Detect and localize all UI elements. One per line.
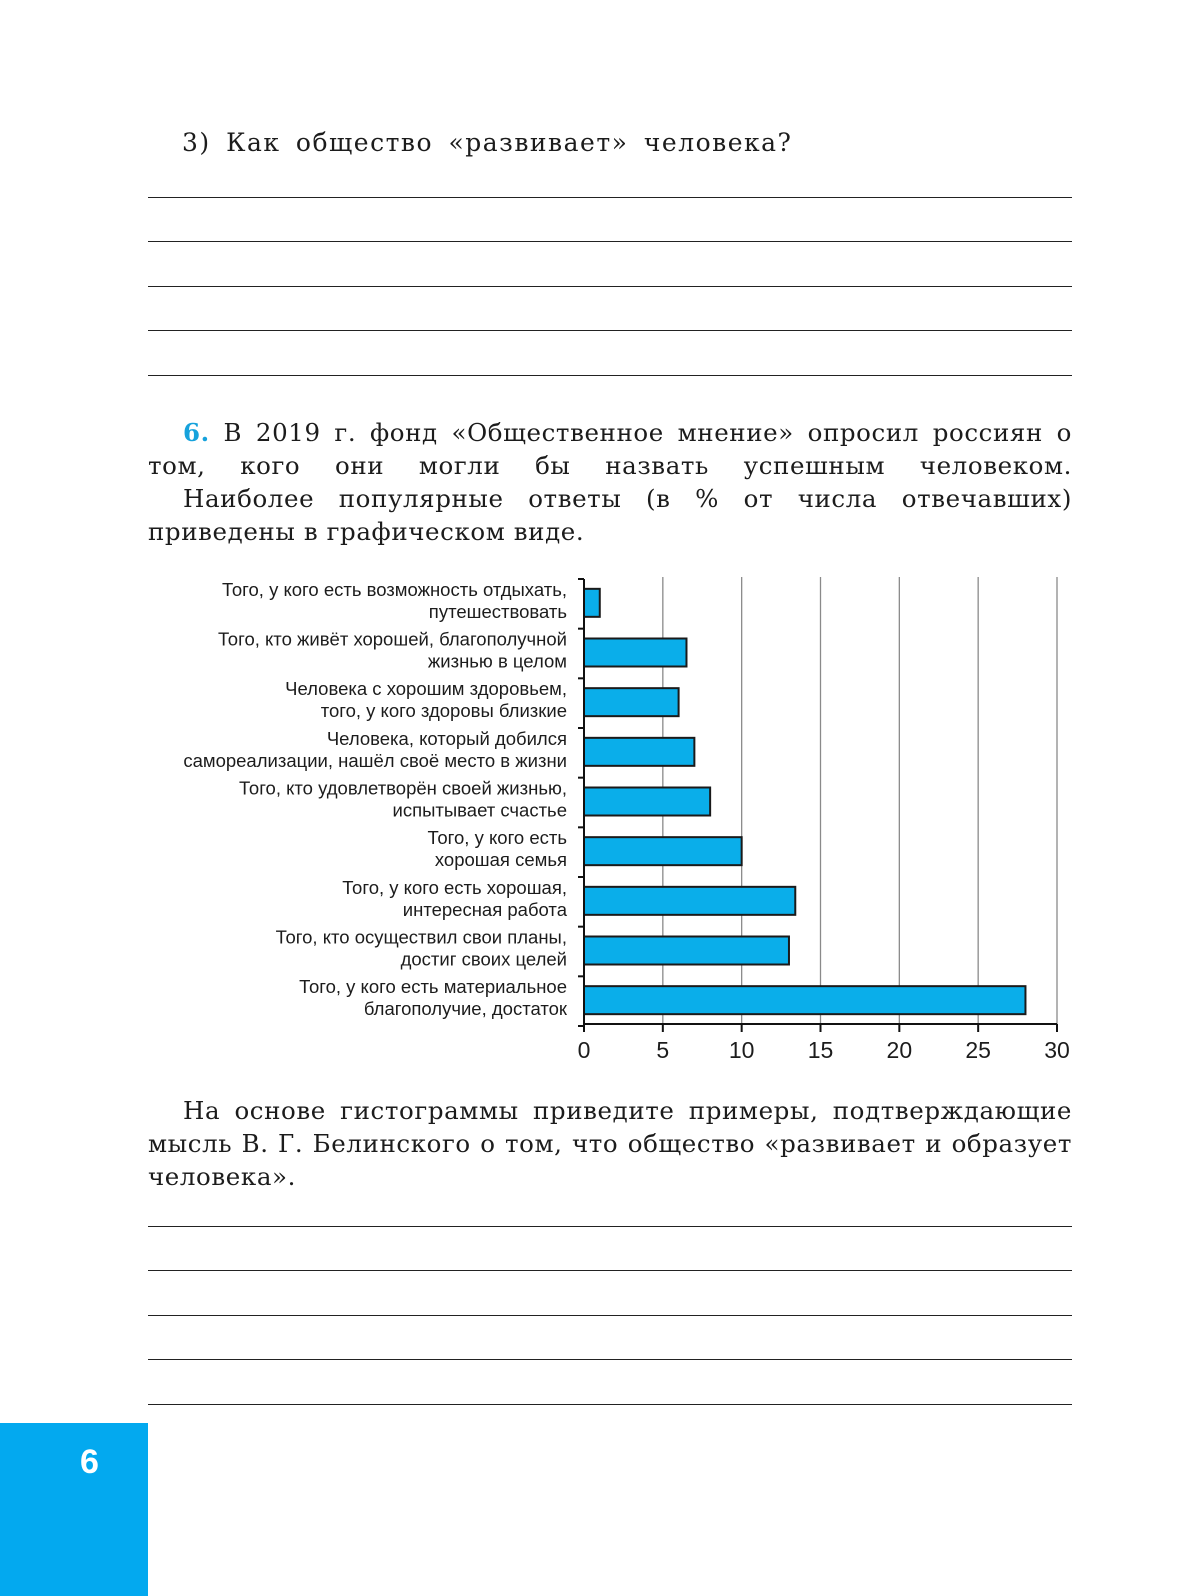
task-6-question-text: На основе гистограммы приведите примеры, подтверждающие мысль В. Г. Белинского о том, что общество «развивает и образует человека». <box>148 1096 1072 1191</box>
category-label: хорошая семья <box>434 849 567 871</box>
task-6-statement <box>148 416 1072 548</box>
category-label: того, у кого здоровы близкие <box>320 700 567 722</box>
answer-line[interactable] <box>148 1359 1072 1360</box>
bar <box>584 837 742 865</box>
bar <box>584 986 1025 1014</box>
answer-line[interactable] <box>148 1404 1072 1405</box>
answer-line[interactable] <box>148 1270 1072 1271</box>
page-number: 6 <box>80 1443 99 1481</box>
bar <box>584 639 686 667</box>
answer-line[interactable] <box>148 1315 1072 1316</box>
x-tick-label: 15 <box>807 1037 834 1063</box>
answer-line[interactable] <box>148 330 1072 331</box>
category-label: Человека с хорошим здоровьем, <box>285 678 567 700</box>
page-number-badge <box>0 1423 148 1596</box>
category-label: Человека, который добился <box>326 727 567 749</box>
answer-line[interactable] <box>148 286 1072 287</box>
x-tick-label: 10 <box>728 1037 755 1063</box>
task-number: 6. <box>183 418 210 447</box>
category-label: путешествовать <box>428 600 567 622</box>
category-label: Того, у кого есть возможность отдыхать, <box>222 578 567 600</box>
category-label: достиг своих целей <box>400 948 567 970</box>
category-label: Того, кто живёт хорошей, благополучной <box>217 628 567 650</box>
bar <box>584 788 710 816</box>
answer-line[interactable] <box>148 197 1072 198</box>
success-survey-chart <box>0 560 1200 1070</box>
bar <box>584 688 679 716</box>
answer-line[interactable] <box>148 1226 1072 1227</box>
category-label: жизнью в целом <box>427 650 567 672</box>
task-6-question <box>148 1094 1072 1193</box>
x-tick-label: 20 <box>886 1037 913 1063</box>
category-label: Того, кто осуществил свои планы, <box>275 926 567 948</box>
bar <box>584 589 600 617</box>
bar <box>584 937 789 965</box>
category-label: самореализации, нашёл своё место в жизни <box>183 749 567 771</box>
question-3: 3) Как общество «развивает» человека? <box>182 128 793 157</box>
category-label: испытывает счастье <box>392 799 567 821</box>
answer-line[interactable] <box>148 375 1072 376</box>
bar <box>584 887 795 915</box>
answer-line[interactable] <box>148 241 1072 242</box>
task-6-note: Наиболее популярные ответы (в % от числа отвечавших) приведены в графическом виде. <box>148 484 1072 546</box>
x-tick-label: 0 <box>577 1037 591 1063</box>
category-label: благополучие, достаток <box>363 998 567 1020</box>
x-tick-label: 30 <box>1044 1037 1070 1063</box>
category-label: Того, у кого есть хорошая, <box>342 876 567 898</box>
task-6-intro: В 2019 г. фонд «Общественное мнение» опросил россиян о том, кого они могли бы назвать успешным человеком. <box>148 418 1072 480</box>
category-label: Того, у кого есть <box>427 827 567 849</box>
bar <box>584 738 694 766</box>
category-label: интересная работа <box>402 898 567 920</box>
category-label: Того, кто удовлетворён своей жизнью, <box>239 777 567 799</box>
category-label: Того, у кого есть материальное <box>299 976 567 998</box>
x-tick-label: 25 <box>965 1037 991 1063</box>
x-tick-label: 5 <box>656 1037 670 1063</box>
